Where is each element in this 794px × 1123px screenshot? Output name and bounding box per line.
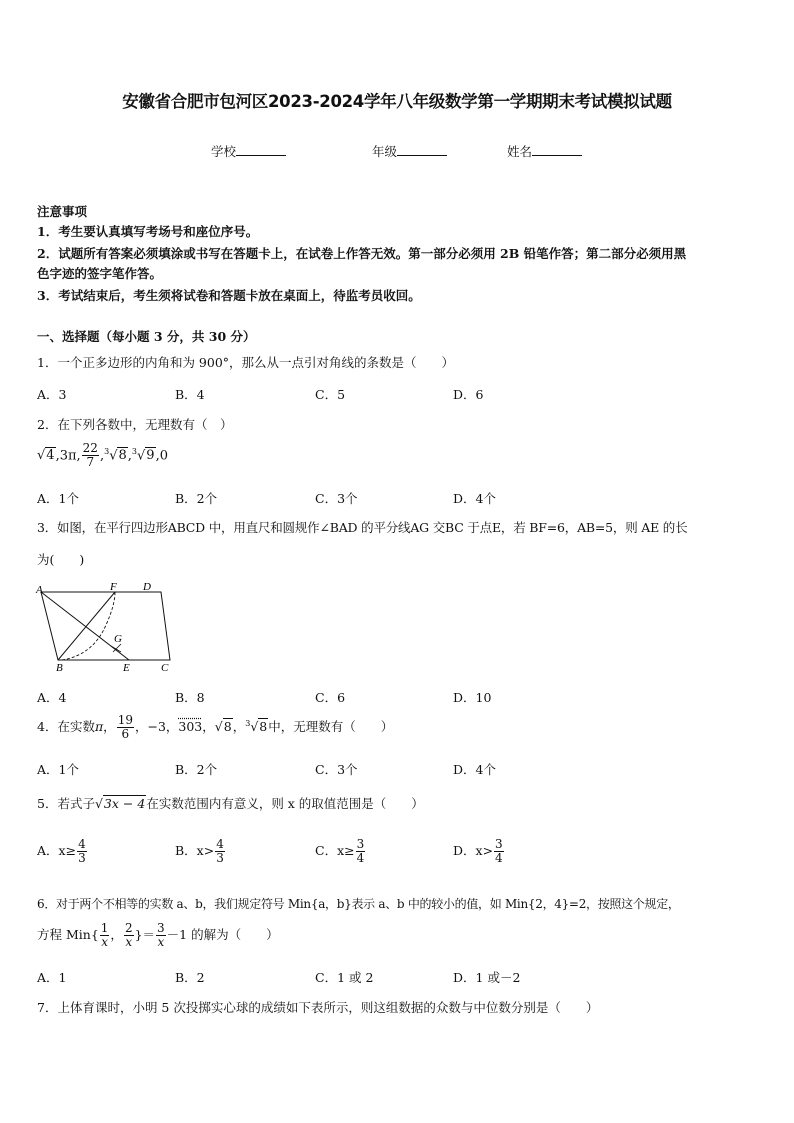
cbrt-9: $^3$√9 bbox=[131, 447, 155, 464]
school-blank[interactable] bbox=[236, 143, 286, 156]
q1-option-b[interactable]: B．4 bbox=[175, 387, 205, 402]
sqrt-expression: √3x − 4 bbox=[94, 796, 146, 811]
q3-option-b[interactable]: B．8 bbox=[175, 690, 205, 705]
arc-intersection-mark bbox=[111, 644, 121, 652]
q6-option-a[interactable]: A．1 bbox=[37, 970, 67, 985]
question-4-stem: 4．在实数π， $\frac{19}{6}$ ，−3，303，√8，$^3$√8中，无理数有（ ） bbox=[37, 713, 394, 742]
notice-item: 2．试题所有答案必须填涂或书写在答题卡上，在试卷上作答无效。第一部分必须用 2B 铅笔作答；第二部分必须用黑 bbox=[37, 246, 687, 261]
name-blank[interactable] bbox=[532, 143, 582, 156]
q4-option-d[interactable]: D．4个 bbox=[453, 762, 496, 777]
notice-heading: 注意事项 bbox=[37, 204, 88, 219]
cbrt-8: $^3$√8 bbox=[104, 447, 127, 464]
fraction-19-6: $\frac{19}{6}$ bbox=[117, 713, 133, 742]
segment-ae bbox=[41, 592, 129, 660]
q4-option-c[interactable]: C．3个 bbox=[315, 762, 358, 777]
fraction-2-x: $\frac{2}{x}$ bbox=[124, 921, 133, 949]
label-f: F bbox=[110, 581, 117, 593]
label-g: G bbox=[114, 633, 122, 645]
q1-option-a[interactable]: A．3 bbox=[37, 387, 67, 402]
label-d: D bbox=[143, 581, 151, 593]
label-c: C bbox=[161, 662, 169, 674]
q5-option-a[interactable]: A．x≥ $\frac{4}{3}$ bbox=[37, 837, 86, 865]
q5-option-c[interactable]: C．x≥ $\frac{3}{4}$ bbox=[315, 837, 365, 865]
fraction-3-x: $\frac{3}{x}$ bbox=[157, 921, 165, 949]
grade-blank[interactable] bbox=[397, 143, 447, 156]
question-7-stem: 7．上体育课时，小明 5 次投掷实心球的成绩如下表所示，则这组数据的众数与中位数分别是（ ） bbox=[37, 1000, 599, 1015]
sqrt-4: √4 bbox=[37, 448, 55, 464]
q4-option-b[interactable]: B．2个 bbox=[175, 762, 218, 777]
question-6-equation: 方程 Min{ $\frac{1}{x}$ ， $\frac{2}{x}$ }＝ $\frac{3}{x}$ －1 的解为（ ） bbox=[37, 921, 279, 949]
notice-item: 3．考试结束后，考生须将试卷和答题卡放在桌面上，待监考员收回。 bbox=[37, 288, 421, 303]
q2-option-d[interactable]: D．4个 bbox=[453, 491, 496, 506]
q6-option-d[interactable]: D．1 或－2 bbox=[453, 970, 521, 985]
repeating-decimal: 303 bbox=[178, 719, 203, 735]
question-3-stem-cont: 为( ) bbox=[37, 552, 85, 567]
fraction-22-7: $\frac{22}{7}$ bbox=[82, 441, 98, 470]
sqrt-8: √8 bbox=[214, 719, 232, 735]
label-e: E bbox=[123, 662, 130, 674]
q3-option-d[interactable]: D．10 bbox=[453, 690, 492, 705]
question-3-stem: 3．如图，在平行四边形ABCD 中，用直尺和圆规作∠BAD 的平分线AG 交BC 于点E，若 BF=6，AB=5，则 AE 的长 bbox=[37, 520, 688, 535]
q2-option-c[interactable]: C．3个 bbox=[315, 491, 358, 506]
label-a: A bbox=[36, 584, 43, 596]
q5-option-d[interactable]: D．x> $\frac{3}{4}$ bbox=[453, 837, 503, 865]
q6-option-b[interactable]: B．2 bbox=[175, 970, 205, 985]
question-5-stem: 5．若式子√3x − 4在实数范围内有意义，则 x 的取值范围是（ ） bbox=[37, 794, 424, 814]
parallelogram-figure bbox=[33, 580, 178, 675]
label-b: B bbox=[56, 662, 63, 674]
q3-option-c[interactable]: C．6 bbox=[315, 690, 346, 705]
q1-option-d[interactable]: D．6 bbox=[453, 387, 484, 402]
grade-field: 年级 bbox=[372, 142, 447, 160]
name-field: 姓名 bbox=[507, 142, 582, 160]
question-6-stem: 6．对于两个不相等的实数 a、b，我们规定符号 Min{a，b}表示 a、b 中的较小的值，如 Min{2，4}=2，按照这个规定， bbox=[37, 897, 680, 911]
question-2-stem: 2．在下列各数中，无理数有（ ） bbox=[37, 417, 233, 432]
q2-option-b[interactable]: B．2个 bbox=[175, 491, 218, 506]
q5-option-b[interactable]: B．x> $\frac{4}{3}$ bbox=[175, 837, 224, 865]
school-field: 学校 bbox=[211, 142, 286, 160]
notice-item: 1．考生要认真填写考场号和座位序号。 bbox=[37, 224, 259, 239]
q4-option-a[interactable]: A．1个 bbox=[37, 762, 79, 777]
q2-number-list: √4,3π, $\frac{22}{7}$ ,$^3$√8,$^3$√9,0 bbox=[37, 441, 168, 470]
q6-option-c[interactable]: C．1 或 2 bbox=[315, 970, 374, 985]
q3-option-a[interactable]: A．4 bbox=[37, 690, 67, 705]
q1-option-c[interactable]: C．5 bbox=[315, 387, 346, 402]
cbrt-8: $^3$√8 bbox=[245, 719, 268, 735]
question-1-stem: 1．一个正多边形的内角和为 900°，那么从一点引对角线的条数是（ ） bbox=[37, 355, 455, 370]
q2-option-a[interactable]: A．1个 bbox=[37, 491, 79, 506]
section-heading: 一、选择题（每小题 3 分，共 30 分） bbox=[37, 329, 256, 344]
fraction-1-x: $\frac{1}{x}$ bbox=[100, 921, 109, 949]
notice-item: 色字迹的签字笔作答。 bbox=[37, 266, 163, 281]
page-title: 安徽省合肥市包河区2023-2024学年八年级数学第一学期期末考试模拟试题 bbox=[122, 92, 672, 111]
